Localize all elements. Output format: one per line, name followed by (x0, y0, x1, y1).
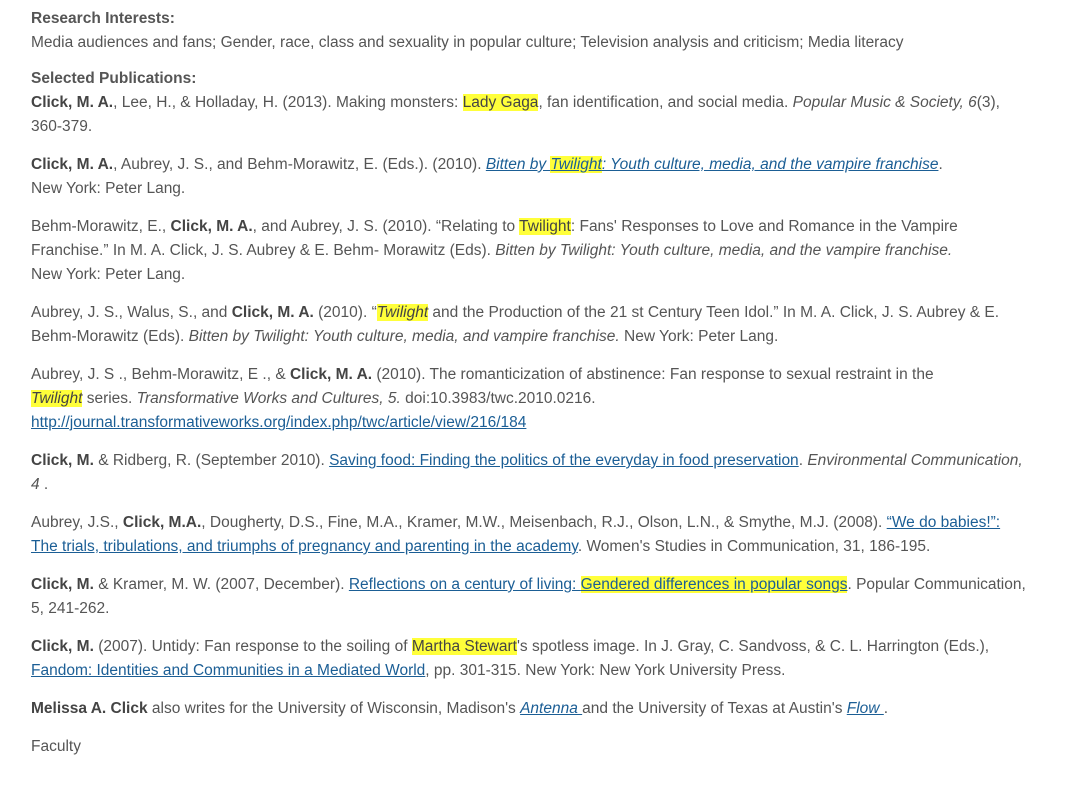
antenna-link[interactable]: Antenna (520, 700, 583, 717)
publication-entry: Click, M. A., Lee, H., & Holladay, H. (2013). Making monsters: Lady Gaga, fan identification, and social media. Popular Music & Society, 6(3), 360-379. (31, 94, 1000, 135)
journal-title: Popular Music & Society, 6 (792, 94, 977, 111)
article-link-we-do-babies[interactable]: “We do babies!”: The trials, tribulations, and triumphs of pregnancy and parenting in the academy (31, 514, 1001, 555)
author-name: Click, M. A. (231, 304, 314, 321)
publication-entry: Aubrey, J. S ., Behm-Morawitz, E ., & Click, M. A. (2010). The romanticization of abstinence: Fan response to sexual restraint in the Twilight series. Transformative Works and Cultures, 5. doi:10.3983/twc.2010.0216. http://journal.transformativeworks.org/index.php/twc/article/view/216/184 (31, 366, 934, 431)
publication-entry: Aubrey, J. S., Walus, S., and Click, M. A. (2010). “Twilight and the Production of the 21 st Century Teen Idol.” In M. A. Click, J. S. Aubrey & E. Behm-Morawitz (Eds). Bitten by Twilight: Youth culture, media, and vampire franchise. New York: Peter Lang. (31, 304, 1000, 345)
search-highlight: Lady Gaga (462, 94, 539, 111)
search-highlight: Twilight (31, 390, 83, 407)
research-interests-heading: Research Interests: (31, 10, 175, 27)
book-title: Bitten by Twilight: Youth culture, media, and vampire franchise. (188, 328, 620, 345)
author-full-name: Melissa A. Click (31, 700, 148, 717)
search-highlight: Martha Stewart (411, 638, 517, 655)
author-name: Click, M. A. (31, 156, 114, 173)
author-name: Click, M. (31, 576, 94, 593)
publication-entry: Click, M. & Ridberg, R. (September 2010). Saving food: Finding the politics of the everyday in food preservation. Environmental Communication, 4 . (31, 452, 1023, 493)
journal-title: Transformative Works and Cultures, 5. (136, 390, 401, 407)
research-interests-text: Media audiences and fans; Gender, race, class and sexuality in popular culture; Television analysis and criticism; Media literacy (31, 34, 904, 51)
author-name: Click, M.A. (122, 514, 202, 531)
book-link-fandom[interactable]: Fandom: Identities and Communities in a Mediated World (31, 662, 426, 679)
article-link-saving-food[interactable]: Saving food: Finding the politics of the everyday in food preservation (329, 452, 799, 469)
publications-section (31, 67, 1029, 683)
search-highlight: Twilight (550, 156, 602, 173)
publication-entry: Click, M. A., Aubrey, J. S., and Behm-Morawitz, E. (Eds.). (2010). Bitten by Twilight: Youth culture, media, and the vampire franchise. New York: Peter Lang. (31, 156, 943, 197)
publications-heading: Selected Publications: (31, 70, 197, 87)
category-label: Faculty (31, 738, 81, 755)
publication-entry: Behm-Morawitz, E., Click, M. A., and Aubrey, J. S. (2010). “Relating to Twilight: Fans' Responses to Love and Romance in the Vampire Franchise.” In M. A. Click, J. S. Aubrey & E. Behm- Morawitz (Eds). Bitten by Twilight: Youth culture, media, and the vampire franchise. New York: Peter Lang. (31, 218, 958, 283)
research-interests-section (31, 7, 1029, 55)
book-link-bitten-by-twilight[interactable]: Bitten by Twilight: Youth culture, media, and the vampire franchise (485, 156, 939, 173)
article-url-link[interactable]: http://journal.transformativeworks.org/index.php/twc/article/view/216/184 (31, 414, 527, 431)
also-writes-note: Melissa A. Click also writes for the University of Wisconsin, Madison's Antenna and the University of Texas at Austin's Flow . (31, 700, 889, 717)
article-link-reflections[interactable]: Reflections on a century of living: Gendered differences in popular songs (348, 576, 848, 593)
journal-title: Environmental Communication, 4 (31, 452, 1023, 493)
publication-entry: Click, M. (2007). Untidy: Fan response to the soiling of Martha Stewart's spotless image. In J. Gray, C. Sandvoss, & C. L. Harrington (Eds.), Fandom: Identities and Communities in a Mediated World, pp. 301-315. New York: New York University Press. (31, 638, 990, 679)
search-highlight: Gendered differences in popular songs (580, 576, 848, 593)
author-name: Click, M. (31, 638, 94, 655)
author-name: Click, M. A. (289, 366, 373, 383)
book-title: Bitten by Twilight: Youth culture, media, and the vampire franchise. (495, 242, 953, 259)
flow-link[interactable]: Flow (846, 700, 884, 717)
search-highlight: Twilight (376, 304, 429, 321)
publication-entry: Click, M. & Kramer, M. W. (2007, December). Reflections on a century of living: Gendered differences in popular songs. Popular Communication, 5, 241-262. (31, 576, 1026, 617)
search-highlight: Twilight (519, 218, 571, 235)
author-name: Click, M. A. (31, 94, 114, 111)
author-name: Click, M. (31, 452, 94, 469)
publication-entry: Aubrey, J.S., Click, M.A., Dougherty, D.S., Fine, M.A., Kramer, M.W., Meisenbach, R.J., Olson, L.N., & Smythe, M.J. (2008). “We do babies!”: The trials, tribulations, and triumphs of pregnancy and parenting in the academy. Women's Studies in Communication, 31, 186-195. (31, 514, 1001, 555)
author-name: Click, M. A. (170, 218, 253, 235)
